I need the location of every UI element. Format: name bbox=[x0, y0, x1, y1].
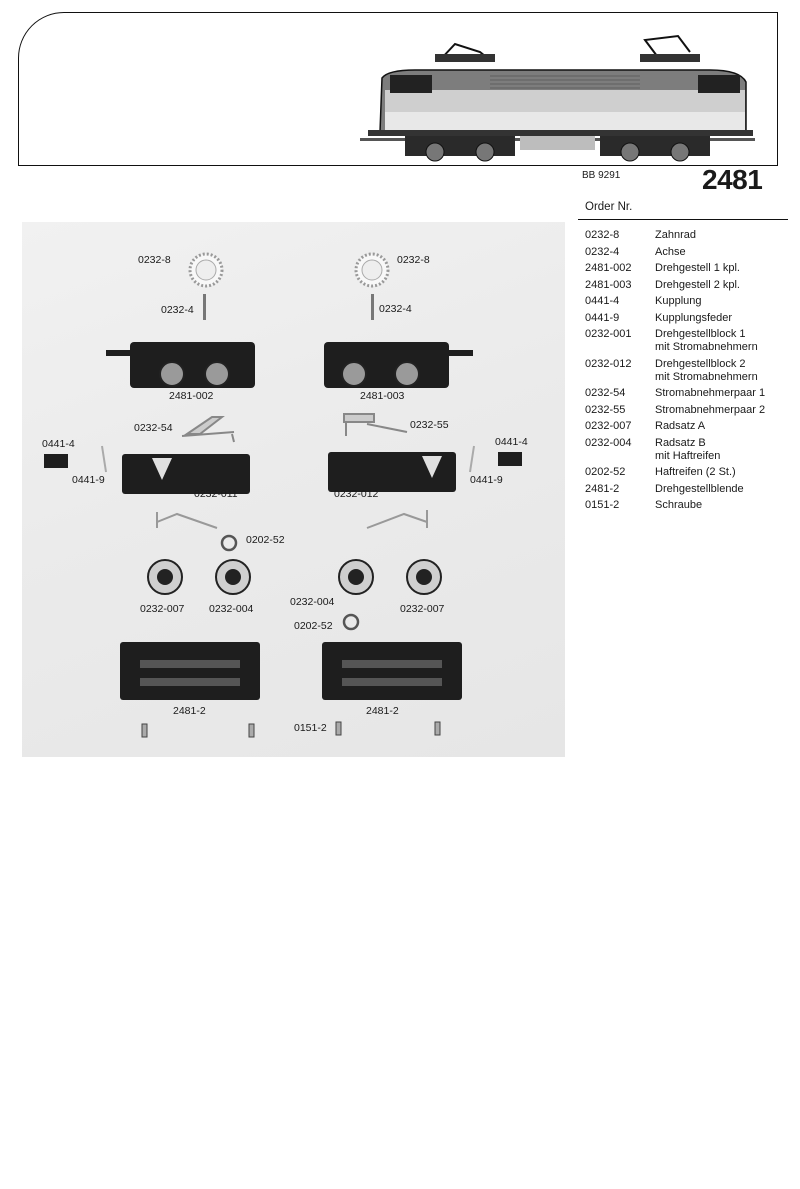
article-number: 2481 bbox=[702, 164, 763, 195]
wheelset-icon bbox=[148, 560, 182, 594]
part-description: Drehgestellblock 1 bbox=[655, 328, 746, 340]
label-side-frame-right: 2481-2 bbox=[366, 705, 399, 717]
part-number: 0441-9 bbox=[585, 311, 620, 324]
part-description: Achse bbox=[655, 245, 686, 258]
part-number: 0232-8 bbox=[585, 229, 620, 241]
label-gear-left: 0232-8 bbox=[138, 254, 171, 266]
side-frame-icon bbox=[322, 642, 462, 700]
part-description: Drehgestell 2 kpl. bbox=[655, 278, 740, 291]
spring-icon bbox=[470, 446, 474, 472]
axle-icon bbox=[203, 294, 206, 320]
parts-list-row-note bbox=[585, 371, 795, 388]
label-coupler-right: 0441-4 bbox=[495, 436, 528, 448]
label-tire-bottom: 0202-52 bbox=[294, 620, 333, 632]
part-description: Kupplung bbox=[655, 295, 702, 307]
wheelset-icon bbox=[216, 560, 250, 594]
parts-list-row bbox=[585, 328, 795, 341]
part-description: Drehgestellblende bbox=[655, 482, 744, 495]
order-number-header: Order Nr. bbox=[585, 201, 633, 213]
parts-list-row-note bbox=[585, 450, 795, 467]
part-description: Radsatz B bbox=[655, 436, 706, 449]
part-number: 0232-54 bbox=[585, 387, 626, 399]
label-wheelset-b-left: 0232-004 bbox=[209, 603, 254, 615]
exploded-parts-photo bbox=[22, 222, 565, 757]
label-block-left: 0232-011 bbox=[194, 488, 238, 500]
parts-list-row bbox=[585, 499, 795, 516]
coupler-icon bbox=[498, 452, 522, 466]
current-collector-icon bbox=[344, 414, 407, 436]
wheelset-icon bbox=[339, 560, 373, 594]
bogie-block-icon bbox=[328, 452, 456, 492]
parts-list-row bbox=[585, 295, 795, 312]
gear-icon bbox=[190, 254, 222, 286]
part-description: Haftreifen (2 St.) bbox=[655, 466, 736, 478]
bogie-icon bbox=[324, 342, 473, 388]
label-axle-left: 0232-4 bbox=[161, 304, 194, 316]
part-note: mit Stromabnehmern bbox=[655, 341, 758, 353]
part-number: 0232-007 bbox=[585, 420, 632, 432]
label-collector-right: 0232-55 bbox=[410, 419, 449, 431]
spring-icon bbox=[102, 446, 106, 472]
side-frame-icon bbox=[120, 642, 260, 700]
part-description: Zahnrad bbox=[655, 229, 696, 241]
part-note: mit Stromabnehmern bbox=[655, 370, 758, 383]
part-description: Radsatz A bbox=[655, 420, 706, 432]
label-coupler-left: 0441-4 bbox=[42, 438, 75, 450]
current-collector-icon bbox=[157, 512, 217, 528]
part-number: 0151-2 bbox=[585, 499, 620, 511]
label-tire-top: 0202-52 bbox=[246, 534, 285, 546]
screw-icon bbox=[142, 722, 440, 737]
part-number: 2481-003 bbox=[585, 278, 632, 291]
parts-list-row-note bbox=[585, 341, 795, 358]
locomotive-image bbox=[360, 30, 755, 170]
parts-list-row bbox=[585, 229, 795, 246]
label-block-right: 0232-012 bbox=[334, 488, 379, 500]
part-number: 2481-2 bbox=[585, 482, 620, 495]
tire-icon bbox=[222, 536, 236, 550]
parts-list-row bbox=[585, 466, 795, 483]
parts-list-row bbox=[585, 279, 795, 296]
label-screw: 0151-2 bbox=[294, 722, 327, 734]
label-spring-right: 0441-9 bbox=[470, 474, 503, 486]
label-axle-right: 0232-4 bbox=[379, 303, 412, 315]
label-side-frame-left: 2481-2 bbox=[173, 705, 206, 717]
label-bogie-2: 2481-003 bbox=[360, 390, 405, 402]
wheelset-icon bbox=[407, 560, 441, 594]
current-collector-icon bbox=[182, 417, 234, 442]
part-description: Kupplungsfeder bbox=[655, 311, 733, 324]
parts-list-row bbox=[585, 358, 795, 371]
label-wheelset-a-left: 0232-007 bbox=[140, 603, 185, 615]
label-gear-right: 0232-8 bbox=[397, 254, 430, 266]
locomotive-designation: BB 9291 bbox=[582, 170, 621, 181]
part-number: 0232-4 bbox=[585, 245, 620, 258]
parts-list-row bbox=[585, 483, 795, 500]
part-number: 2481-002 bbox=[585, 262, 632, 274]
parts-list bbox=[585, 229, 795, 516]
part-description: Drehgestell 1 kpl. bbox=[655, 262, 740, 274]
part-description: Schraube bbox=[655, 499, 703, 511]
label-spring-left: 0441-9 bbox=[72, 474, 105, 486]
part-description: Stromabnehmerpaar 2 bbox=[655, 403, 766, 416]
label-bogie-1: 2481-002 bbox=[169, 390, 214, 402]
order-divider bbox=[578, 219, 788, 220]
parts-list-row bbox=[585, 246, 795, 263]
bogie-icon bbox=[106, 342, 255, 388]
parts-list-row bbox=[585, 420, 795, 437]
part-number: 0441-4 bbox=[585, 295, 620, 307]
label-wheelset-a-right: 0232-007 bbox=[400, 603, 445, 615]
gear-icon bbox=[356, 254, 388, 286]
part-number: 0232-55 bbox=[585, 403, 626, 416]
parts-list-row bbox=[585, 387, 795, 404]
axle-icon bbox=[371, 294, 374, 320]
part-description: Drehgestellblock 2 bbox=[655, 357, 746, 370]
tire-icon bbox=[344, 615, 358, 629]
part-number: 0232-012 bbox=[585, 357, 632, 370]
part-description: Stromabnehmerpaar 1 bbox=[655, 387, 766, 399]
part-number: 0232-004 bbox=[585, 436, 632, 449]
label-wheelset-b-right: 0232-004 bbox=[290, 596, 335, 608]
current-collector-icon bbox=[367, 510, 427, 528]
parts-list-row bbox=[585, 262, 795, 279]
parts-list-row bbox=[585, 404, 795, 421]
parts-list-row bbox=[585, 312, 795, 329]
coupler-icon bbox=[44, 454, 68, 468]
part-note: mit Haftreifen bbox=[655, 449, 721, 462]
part-number: 0232-001 bbox=[585, 328, 632, 340]
part-number: 0202-52 bbox=[585, 466, 626, 478]
label-collector-left: 0232-54 bbox=[134, 422, 173, 434]
parts-drawing bbox=[22, 222, 565, 757]
parts-list-row bbox=[585, 437, 795, 450]
